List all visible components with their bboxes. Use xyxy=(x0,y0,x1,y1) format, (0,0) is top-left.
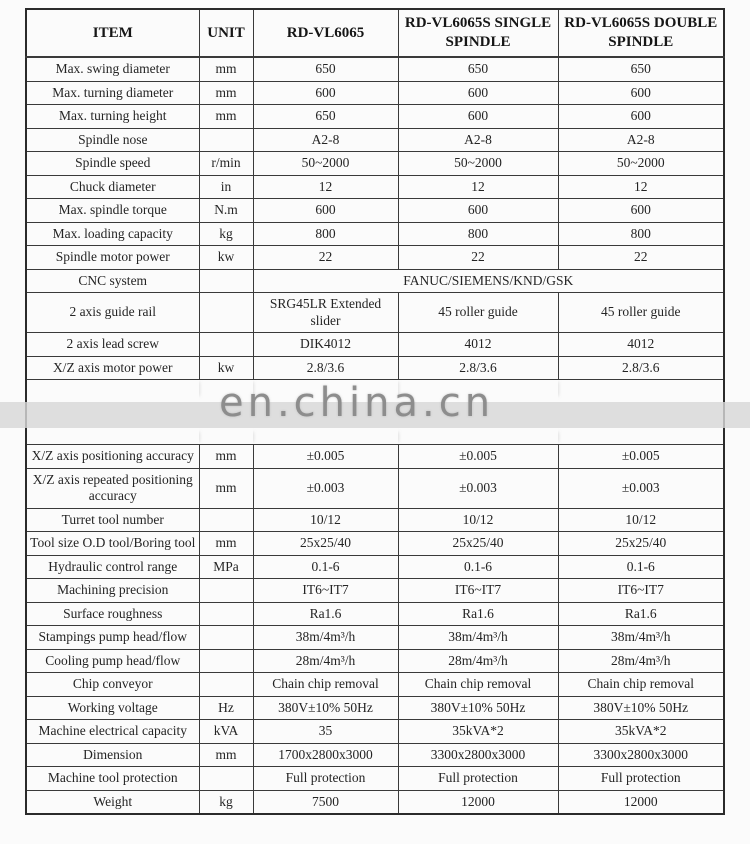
value-cell: 600 xyxy=(398,105,558,129)
item-cell: CNC system xyxy=(26,269,199,293)
value-cell: ±0.005 xyxy=(558,445,724,469)
value-cell: 28m/4m³/h xyxy=(398,649,558,673)
item-cell: Spindle motor power xyxy=(26,246,199,270)
span-value-cell: FANUC/SIEMENS/KND/GSK xyxy=(253,269,724,293)
unit-cell: r/min xyxy=(199,152,253,176)
item-cell: X/Z axis motor power xyxy=(26,356,199,380)
value-cell: A2-8 xyxy=(558,128,724,152)
value-cell: Full protection xyxy=(253,767,398,791)
value-cell: 10/12 xyxy=(253,508,398,532)
spec-row xyxy=(26,128,724,152)
item-cell: Spindle nose xyxy=(26,128,199,152)
spec-row xyxy=(26,673,724,697)
spec-row xyxy=(26,356,724,380)
value-cell: IT6~IT7 xyxy=(558,579,724,603)
value-cell: 600 xyxy=(398,81,558,105)
item-cell: Machining precision xyxy=(26,579,199,603)
value-cell: 800 xyxy=(253,222,398,246)
value-cell: 3300x2800x3000 xyxy=(558,743,724,767)
spec-row xyxy=(26,532,724,556)
value-cell: 45 roller guide xyxy=(398,293,558,333)
spec-row xyxy=(26,222,724,246)
spec-row xyxy=(26,57,724,81)
item-cell: Dimension xyxy=(26,743,199,767)
value-cell: 650 xyxy=(558,57,724,81)
value-cell: 4012 xyxy=(398,333,558,357)
value-cell: 800 xyxy=(398,222,558,246)
value-cell: 12000 xyxy=(398,790,558,814)
unit-cell xyxy=(199,626,253,650)
unit-cell: Hz xyxy=(199,696,253,720)
column-header: UNIT xyxy=(199,9,253,57)
spec-row xyxy=(26,152,724,176)
value-cell: IT6~IT7 xyxy=(398,579,558,603)
spec-row xyxy=(26,696,724,720)
value-cell: 22 xyxy=(253,246,398,270)
spec-row xyxy=(26,269,724,293)
value-cell: ±0.003 xyxy=(398,468,558,508)
spec-row xyxy=(26,293,724,333)
unit-cell xyxy=(199,293,253,333)
spec-row xyxy=(26,743,724,767)
value-cell: 10/12 xyxy=(558,508,724,532)
value-cell: 35 xyxy=(253,720,398,744)
spec-row xyxy=(26,468,724,508)
value-cell: 2.8/3.6 xyxy=(398,356,558,380)
unit-cell: mm xyxy=(199,743,253,767)
unit-cell: mm xyxy=(199,81,253,105)
value-cell: 0.1-6 xyxy=(558,555,724,579)
value-cell: 600 xyxy=(398,199,558,223)
unit-cell: mm xyxy=(199,57,253,81)
value-cell: 28m/4m³/h xyxy=(253,649,398,673)
item-cell: Chuck diameter xyxy=(26,175,199,199)
value-cell: 12000 xyxy=(558,790,724,814)
header-row xyxy=(26,9,724,57)
value-cell: 28m/4m³/h xyxy=(558,649,724,673)
value-cell: 50~2000 xyxy=(398,152,558,176)
item-cell: Turret tool number xyxy=(26,508,199,532)
value-cell: 38m/4m³/h xyxy=(253,626,398,650)
value-cell: 35kVA*2 xyxy=(398,720,558,744)
unit-cell: mm xyxy=(199,445,253,469)
value-cell: Full protection xyxy=(558,767,724,791)
value-cell: 12 xyxy=(398,175,558,199)
value-cell: 25x25/40 xyxy=(398,532,558,556)
item-cell: Max. loading capacity xyxy=(26,222,199,246)
value-cell: 0.1-6 xyxy=(398,555,558,579)
value-cell: 10/12 xyxy=(398,508,558,532)
value-cell: 38m/4m³/h xyxy=(398,626,558,650)
value-cell: Ra1.6 xyxy=(558,602,724,626)
spec-row xyxy=(26,175,724,199)
table-header xyxy=(26,9,724,57)
value-cell: 45 roller guide xyxy=(558,293,724,333)
value-cell: Chain chip removal xyxy=(253,673,398,697)
spec-row xyxy=(26,445,724,469)
spec-row xyxy=(26,555,724,579)
unit-cell: mm xyxy=(199,468,253,508)
value-cell: 600 xyxy=(558,199,724,223)
value-cell: 38m/4m³/h xyxy=(558,626,724,650)
spec-row xyxy=(26,199,724,223)
unit-cell: N.m xyxy=(199,199,253,223)
value-cell: 7500 xyxy=(253,790,398,814)
unit-cell: MPa xyxy=(199,555,253,579)
value-cell: 2.8/3.6 xyxy=(253,356,398,380)
value-cell: 650 xyxy=(253,105,398,129)
unit-cell xyxy=(199,269,253,293)
item-cell: Chip conveyor xyxy=(26,673,199,697)
value-cell: ±0.005 xyxy=(398,445,558,469)
value-cell: 25x25/40 xyxy=(253,532,398,556)
spec-row xyxy=(26,105,724,129)
item-cell: 2 axis guide rail xyxy=(26,293,199,333)
item-cell: Machine electrical capacity xyxy=(26,720,199,744)
unit-cell: kg xyxy=(199,790,253,814)
item-cell: X/Z axis positioning accuracy xyxy=(26,445,199,469)
value-cell: 0.1-6 xyxy=(253,555,398,579)
unit-cell: in xyxy=(199,175,253,199)
unit-cell: kVA xyxy=(199,720,253,744)
value-cell: Chain chip removal xyxy=(558,673,724,697)
unit-cell: kw xyxy=(199,246,253,270)
value-cell: 600 xyxy=(253,81,398,105)
item-cell: Surface roughness xyxy=(26,602,199,626)
column-header: RD-VL6065S SINGLE SPINDLE xyxy=(398,9,558,57)
spec-row xyxy=(26,767,724,791)
value-cell: SRG45LR Extended slider xyxy=(253,293,398,333)
unit-cell xyxy=(199,333,253,357)
value-cell: 380V±10% 50Hz xyxy=(398,696,558,720)
column-header: ITEM xyxy=(26,9,199,57)
unit-cell: mm xyxy=(199,105,253,129)
item-cell: X/Z axis repeated positioning accuracy xyxy=(26,468,199,508)
item-cell: Machine tool protection xyxy=(26,767,199,791)
value-cell: Full protection xyxy=(398,767,558,791)
unit-cell xyxy=(199,128,253,152)
item-cell: Tool size O.D tool/Boring tool xyxy=(26,532,199,556)
spec-row xyxy=(26,508,724,532)
value-cell: Ra1.6 xyxy=(253,602,398,626)
item-cell: Max. turning height xyxy=(26,105,199,129)
value-cell: 50~2000 xyxy=(558,152,724,176)
spec-row xyxy=(26,649,724,673)
value-cell: ±0.003 xyxy=(253,468,398,508)
value-cell: 2.8/3.6 xyxy=(558,356,724,380)
value-cell: ±0.003 xyxy=(558,468,724,508)
spec-row xyxy=(26,81,724,105)
unit-cell xyxy=(199,673,253,697)
item-cell: Hydraulic control range xyxy=(26,555,199,579)
unit-cell: kg xyxy=(199,222,253,246)
value-cell: A2-8 xyxy=(253,128,398,152)
unit-cell xyxy=(199,649,253,673)
spec-row xyxy=(26,579,724,603)
value-cell: 12 xyxy=(558,175,724,199)
value-cell: 3300x2800x3000 xyxy=(398,743,558,767)
unit-cell xyxy=(199,508,253,532)
spec-row xyxy=(26,246,724,270)
value-cell: 800 xyxy=(558,222,724,246)
value-cell: 380V±10% 50Hz xyxy=(558,696,724,720)
column-header: RD-VL6065S DOUBLE SPINDLE xyxy=(558,9,724,57)
value-cell: 22 xyxy=(558,246,724,270)
spec-row xyxy=(26,626,724,650)
value-cell: 600 xyxy=(558,105,724,129)
value-cell: 25x25/40 xyxy=(558,532,724,556)
value-cell: 600 xyxy=(253,199,398,223)
value-cell: 380V±10% 50Hz xyxy=(253,696,398,720)
watermark-text: en.china.cn xyxy=(219,380,495,426)
item-cell: Stampings pump head/flow xyxy=(26,626,199,650)
value-cell: 650 xyxy=(253,57,398,81)
value-cell: Ra1.6 xyxy=(398,602,558,626)
value-cell: 600 xyxy=(558,81,724,105)
value-cell: DIK4012 xyxy=(253,333,398,357)
value-cell: 12 xyxy=(253,175,398,199)
spec-row xyxy=(26,602,724,626)
value-cell: 50~2000 xyxy=(253,152,398,176)
unit-cell xyxy=(199,767,253,791)
value-cell: A2-8 xyxy=(398,128,558,152)
value-cell: ±0.005 xyxy=(253,445,398,469)
table-body xyxy=(26,57,724,814)
value-cell: 35kVA*2 xyxy=(558,720,724,744)
item-cell: Max. spindle torque xyxy=(26,199,199,223)
value-cell: 1700x2800x3000 xyxy=(253,743,398,767)
item-cell: Weight xyxy=(26,790,199,814)
item-cell: Working voltage xyxy=(26,696,199,720)
unit-cell: mm xyxy=(199,532,253,556)
spec-row xyxy=(26,333,724,357)
item-cell: Cooling pump head/flow xyxy=(26,649,199,673)
value-cell: IT6~IT7 xyxy=(253,579,398,603)
column-header: RD-VL6065 xyxy=(253,9,398,57)
item-cell: 2 axis lead screw xyxy=(26,333,199,357)
value-cell: Chain chip removal xyxy=(398,673,558,697)
unit-cell xyxy=(199,579,253,603)
spec-row xyxy=(26,790,724,814)
unit-cell: kw xyxy=(199,356,253,380)
unit-cell xyxy=(199,602,253,626)
spec-row xyxy=(26,720,724,744)
item-cell: Max. swing diameter xyxy=(26,57,199,81)
value-cell: 22 xyxy=(398,246,558,270)
value-cell: 650 xyxy=(398,57,558,81)
value-cell: 4012 xyxy=(558,333,724,357)
item-cell: Spindle speed xyxy=(26,152,199,176)
item-cell: Max. turning diameter xyxy=(26,81,199,105)
